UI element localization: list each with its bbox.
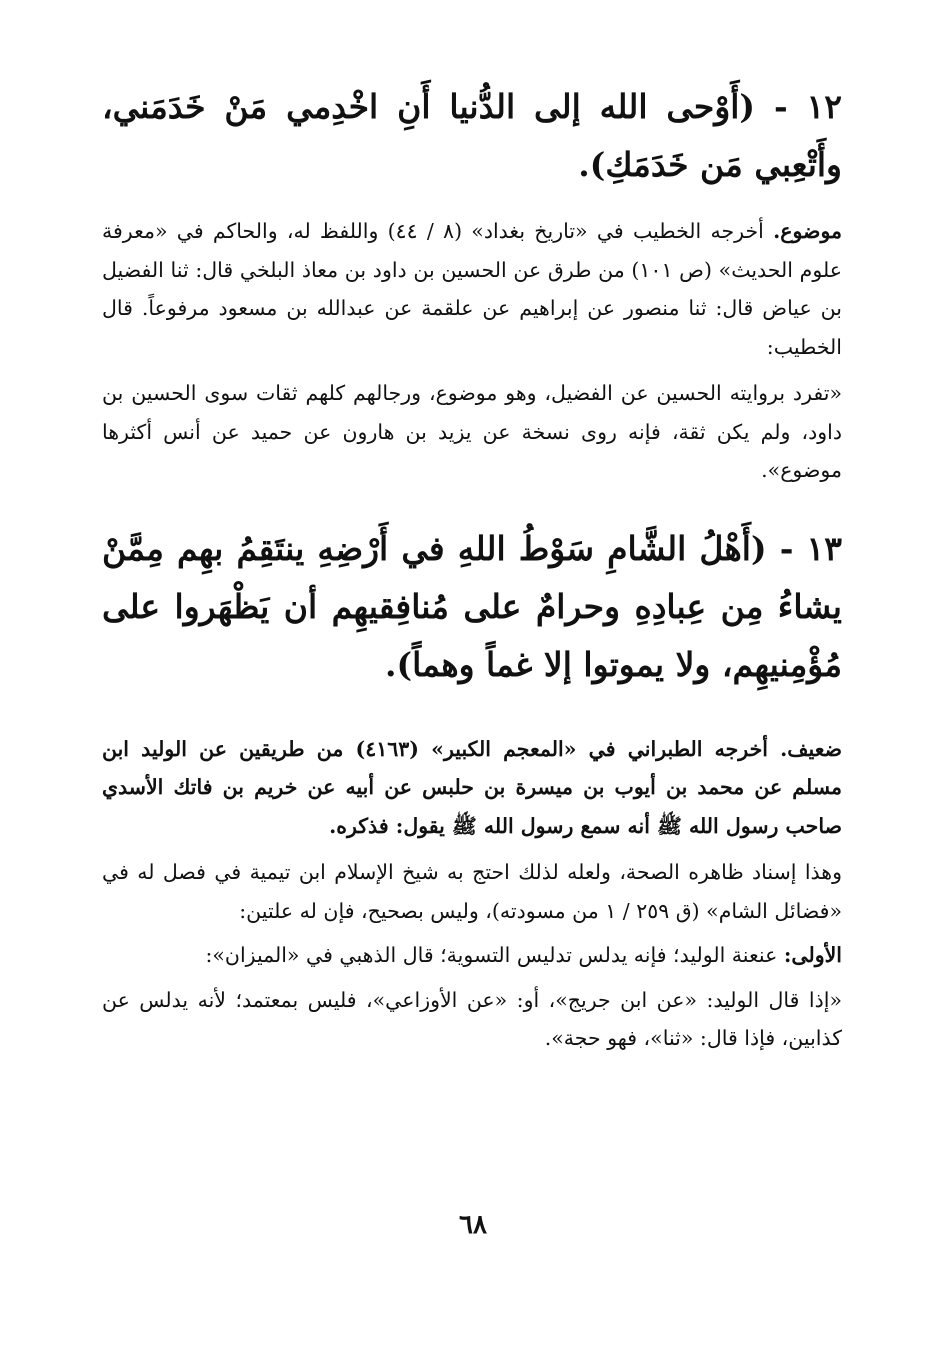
hadith-13-takhrij: أخرجه الطبراني في «المعجم الكبير» (٤١٦٣) من طريقين عن الوليد ابن مسلم عن محمد بن أيوب بن ميسرة بن حلبس عن أبيه عن خريم بن فاتك الأسدي صاحب رسول الله ﷺ أنه سمع رسول الله ﷺ يقول: فذكره.	[102, 736, 842, 838]
hadith-13-first-defect	[102, 936, 842, 975]
page-number: ٦٨	[459, 1210, 487, 1240]
hadith-13-dhahabi-quote: «إذا قال الوليد: «عن ابن جريج»، أو: «عن الأوزاعي»، فليس بمعتمد؛ لأنه يدلس عن كذابين، فإذا قال: «ثنا»، فهو حجة».	[102, 987, 842, 1050]
hadith-12-takhrij: أخرجه الخطيب في «تاريخ بغداد» (٨ / ٤٤) واللفظ له، والحاكم في «معرفة علوم الحديث» (ص ١٠١) من طرق عن الحسين بن داود بن معاذ البلخي قال: ثنا الفضيل بن عياض قال: ثنا منصور عن إبراهيم عن علقمة عن عبدالله بن مسعود مرفوعاً. قال الخطيب:	[102, 219, 842, 359]
hadith-12-takhrij-paragraph	[102, 212, 842, 366]
first-defect-label: الأولى:	[783, 943, 842, 967]
first-defect-text: عنعنة الوليد؛ فإنه يدلس تدليس التسوية؛ قال الذهبي في «الميزان»:	[205, 943, 784, 967]
hadith-13-title: ١٣ - (أَهْلُ الشَّامِ سَوْطُ اللهِ في أَرْضِهِ ينتَقِمُ بهِم مِمَّنْ يشاءُ مِن عِبادِهِ وحرامٌ على مُنافِقيهِم أن يَظْهَروا على مُؤْمِنيهِم، ولا يموتوا إلا غماً وهماً).	[102, 528, 842, 684]
page-content	[102, 78, 842, 1058]
hadith-13-takhrij-paragraph	[102, 730, 842, 846]
hadith-12-grading: موضوع.	[773, 219, 843, 243]
hadith-12-khatib-quote: «تفرد بروايته الحسين عن الفضيل، وهو موضوع، ورجالهم كلهم ثقات سوى الحسين بن داود، ولم يكن ثقة، فإنه روى نسخة عن يزيد بن هارون عن حميد عن أنس أكثرها موضوع».	[102, 381, 842, 482]
hadith-13-grading: ضعيف.	[780, 736, 842, 761]
hadith-12-title: ١٢ - (أَوْحى الله إلى الدُّنيا أَنِ اخْدِمي مَنْ خَدَمَني، وأَتْعِبي مَن خَدَمَكِ).	[102, 87, 842, 184]
hadith-13-analysis: وهذا إسناد ظاهره الصحة، ولعله لذلك احتج به شيخ الإسلام ابن تيمية في فصل له في «فضائل الشام» (ق ٢٥٩ / ١ من مسودته)، وليس بصحيح، فإن له علتين:	[102, 860, 842, 923]
